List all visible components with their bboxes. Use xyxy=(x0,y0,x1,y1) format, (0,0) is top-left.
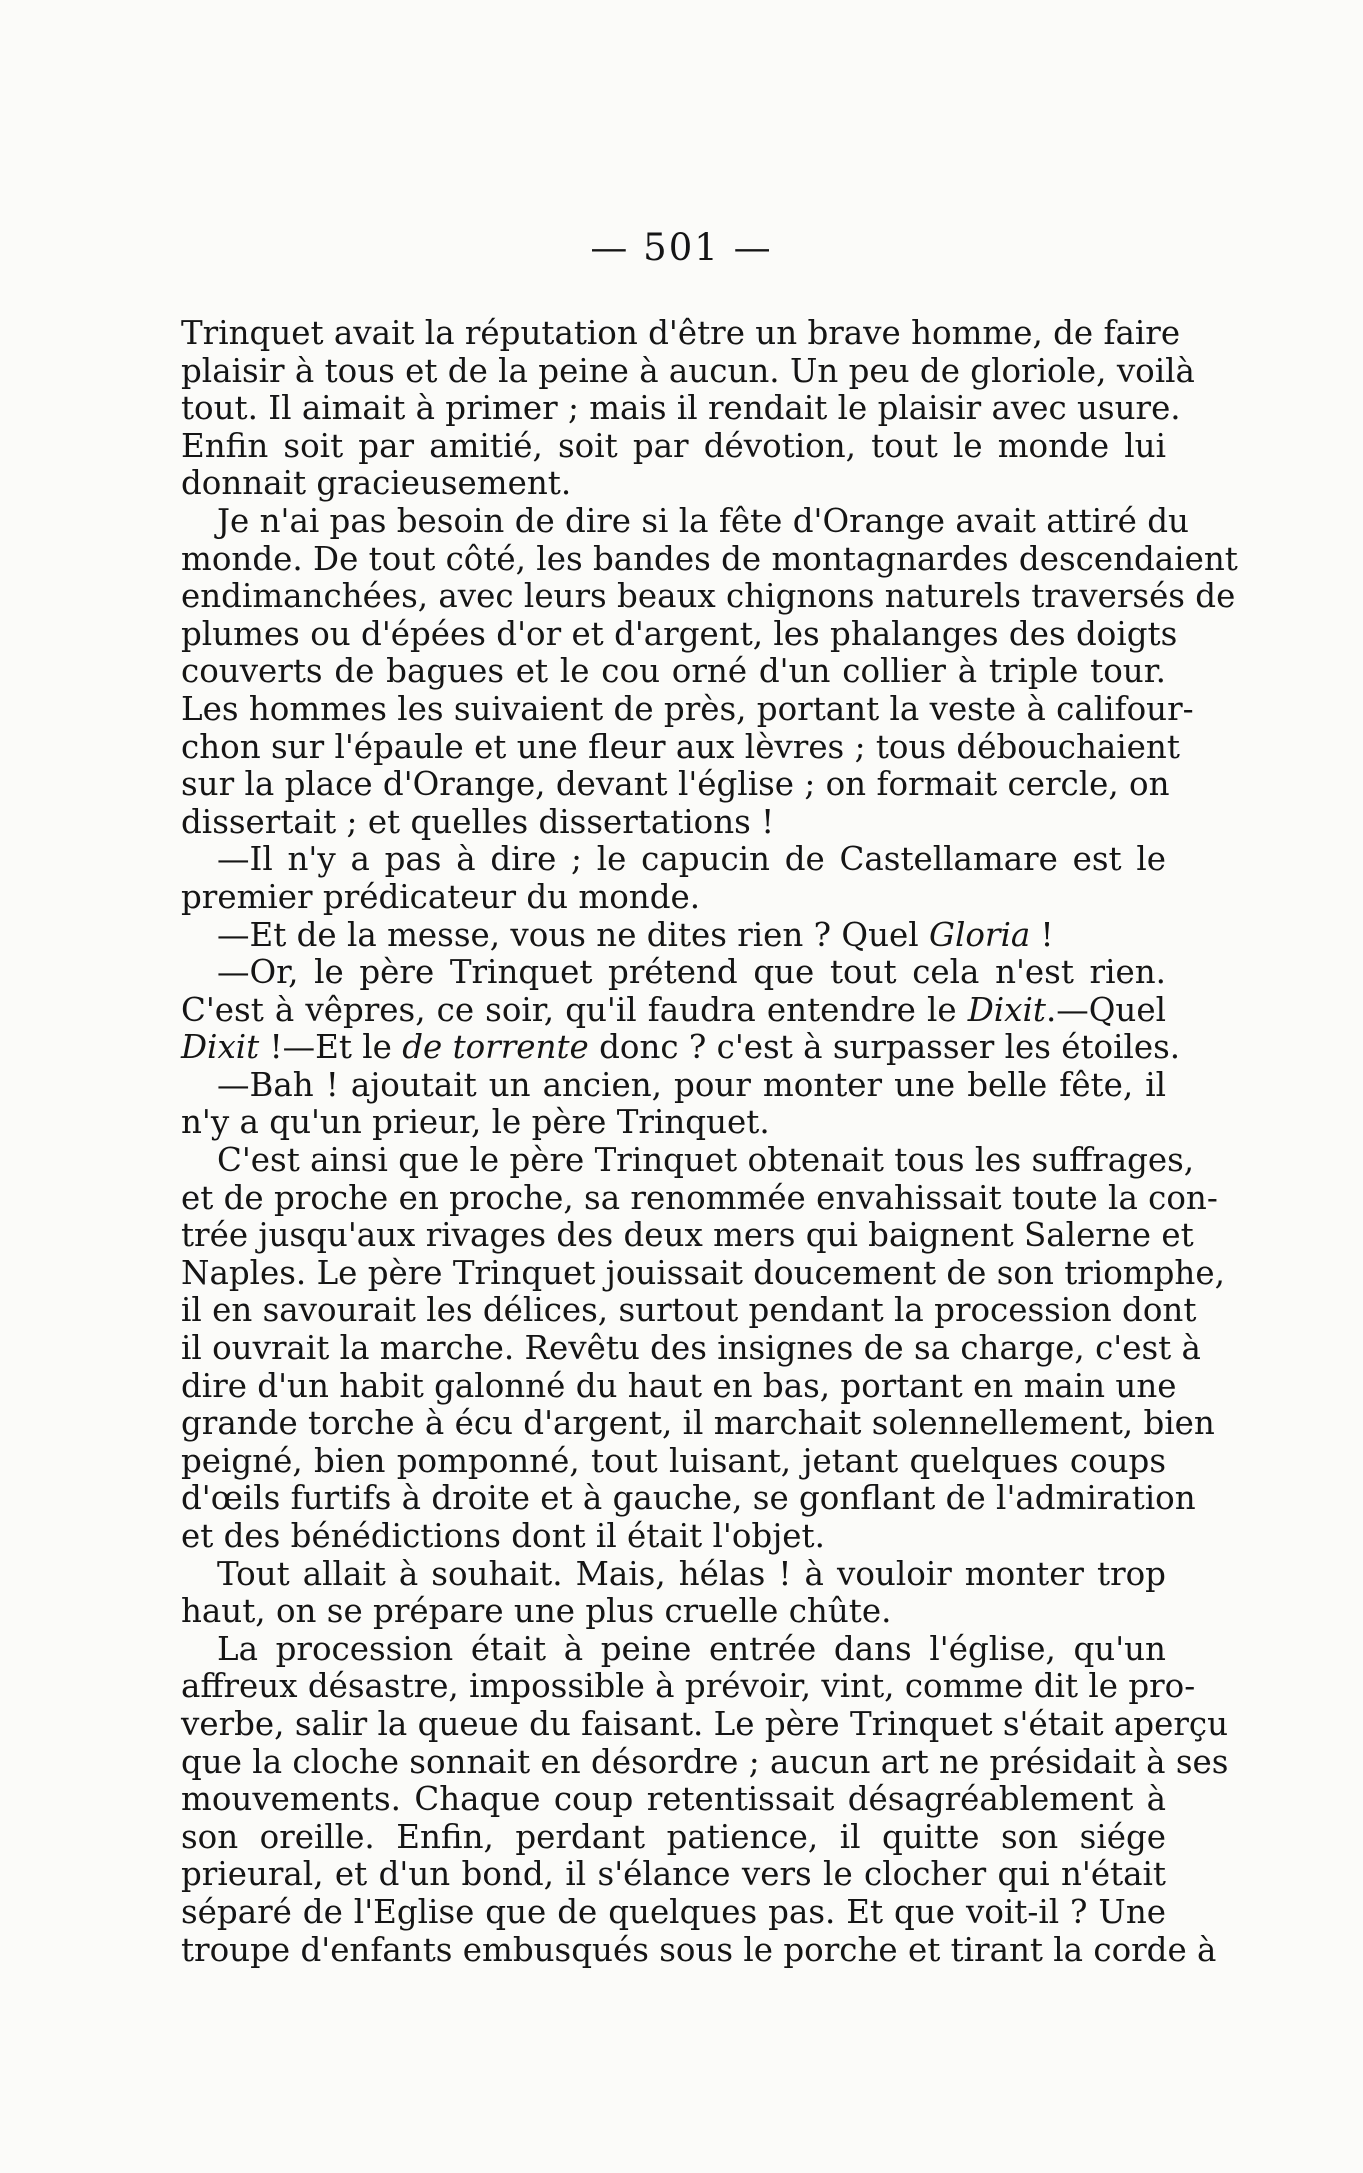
text-line: donnait gracieusement. xyxy=(181,464,572,503)
text-line: —Or, le père Trinquet prétend que tout cela n'est rien. xyxy=(217,953,1166,992)
text-line: trée jusqu'aux rivages des deux mers qui baignent Salerne et xyxy=(181,1216,1194,1255)
text-line: Trinquet avait la réputation d'être un brave homme, de faire xyxy=(181,314,1181,352)
text-line: que la cloche sonnait en désordre ; aucun art ne présidait à ses xyxy=(181,1742,1229,1781)
text-line: il en savourait les délices, surtout pendant la procession dont xyxy=(181,1291,1197,1330)
italic-term: Dixit xyxy=(967,990,1046,1029)
text-line: verbe, salir la queue du faisant. Le père Trinquet s'était aperçu xyxy=(181,1704,1229,1743)
text-line: monde. De tout côté, les bandes de montagnardes descendaient xyxy=(181,539,1238,578)
text-line: plumes ou d'épées d'or et d'argent, les phalanges des doigts xyxy=(181,614,1178,653)
text-line: sur la place d'Orange, devant l'église ; on formait cercle, on xyxy=(181,765,1170,804)
text-line: Tout allait à souhait. Mais, hélas ! à vouloir monter trop xyxy=(217,1554,1166,1593)
text-line: —Il n'y a pas à dire ; le capucin de Castellamare est le xyxy=(217,840,1166,879)
text-line: grande torche à écu d'argent, il marchait solennellement, bien xyxy=(181,1404,1215,1443)
italic-term: Gloria xyxy=(928,915,1031,954)
text-line: son oreille. Enfin, perdant patience, il quitte son siége xyxy=(181,1817,1166,1856)
text-line: premier prédicateur du monde. xyxy=(181,877,701,916)
text-line: il ouvrait la marche. Revêtu des insignes de sa charge, c'est à xyxy=(181,1329,1201,1368)
italic-term: Dixit xyxy=(181,1028,260,1067)
italic-term: de torrente xyxy=(402,1028,589,1067)
text-line: Je n'ai pas besoin de dire si la fête d'Orange avait attiré du xyxy=(217,501,1189,540)
text-line: chon sur l'épaule et une fleur aux lèvres ; tous débouchaient xyxy=(181,727,1180,766)
text-line: C'est ainsi que le père Trinquet obtenait tous les suffrages, xyxy=(217,1141,1195,1180)
text-line: tout. Il aimait à primer ; mais il rendait le plaisir avec usure. xyxy=(181,389,1181,428)
text-line: Enfin soit par amitié, soit par dévotion, tout le monde lui xyxy=(181,426,1166,465)
text-line: Dixit !—Et le de torrente donc ? c'est à surpasser les étoiles. xyxy=(181,1028,1181,1067)
text-line: troupe d'enfants embusqués sous le porche et tirant la corde à xyxy=(181,1930,1217,1969)
text-line: prieural, et d'un bond, il s'élance vers le clocher qui n'était xyxy=(181,1855,1166,1894)
text-line: dissertait ; et quelles dissertations ! xyxy=(181,802,775,841)
text-line: plaisir à tous et de la peine à aucun. Un peu de gloriole, voilà xyxy=(181,351,1195,390)
text-line: —Et de la messe, vous ne dites rien ? Quel Gloria ! xyxy=(217,915,1054,954)
text-line: endimanchées, avec leurs beaux chignons naturels traversés de xyxy=(181,577,1236,616)
text-line: La procession était à peine entrée dans l'église, qu'un xyxy=(217,1629,1166,1668)
text-line: dire d'un habit galonné du haut en bas, portant en main une xyxy=(181,1366,1177,1405)
text-line: haut, on se prépare une plus cruelle chûte. xyxy=(181,1592,892,1631)
text-line: et des bénédictions dont il était l'objet. xyxy=(181,1517,825,1555)
text-line: peigné, bien pomponné, tout luisant, jetant quelques coups xyxy=(181,1441,1166,1480)
text-line: n'y a qu'un prieur, le père Trinquet. xyxy=(181,1103,770,1142)
text-line: affreux désastre, impossible à prévoir, vint, comme dit le pro- xyxy=(181,1667,1196,1706)
text-line: —Bah ! ajoutait un ancien, pour monter une belle fête, il xyxy=(217,1065,1166,1104)
text-line: couverts de bagues et le cou orné d'un collier à triple tour. xyxy=(181,652,1166,691)
text-line: C'est à vêpres, ce soir, qu'il faudra entendre le Dixit.—Quel xyxy=(181,990,1166,1029)
page-number: — 501 — xyxy=(590,226,773,269)
text-line: séparé de l'Eglise que de quelques pas. Et que voit-il ? Une xyxy=(181,1892,1166,1931)
text-line: mouvements. Chaque coup retentissait désagréablement à xyxy=(181,1780,1166,1819)
text-line: et de proche en proche, sa renommée envahissait toute la con- xyxy=(181,1178,1218,1217)
text-line: Naples. Le père Trinquet jouissait doucement de son triomphe, xyxy=(181,1253,1225,1292)
body-text xyxy=(181,314,1238,1969)
text-line: d'œils furtifs à droite et à gauche, se gonflant de l'admiration xyxy=(181,1479,1196,1518)
text-line: Les hommes les suivaient de près, portant la veste à califour- xyxy=(181,689,1194,728)
